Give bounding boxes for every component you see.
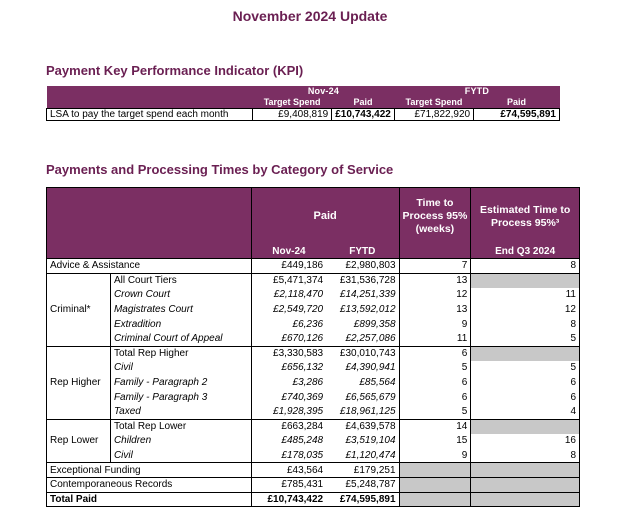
- category-label: Criminal*: [47, 273, 111, 346]
- payments-header-time: Time to Process 95% (weeks): [399, 188, 471, 246]
- time-cell: [399, 463, 471, 478]
- table-row: [47, 288, 580, 303]
- subcategory-label: Crown Court: [110, 288, 251, 303]
- time-cell: 6: [399, 346, 471, 361]
- nov-paid-cell: £449,186: [251, 259, 326, 274]
- table-row: [47, 492, 580, 507]
- kpi-nov-paid: £10,743,422: [332, 109, 395, 121]
- time-cell: 7: [399, 259, 471, 274]
- nov-paid-cell: £10,743,422: [251, 492, 326, 507]
- time-cell: 5: [399, 361, 471, 376]
- table-row: [47, 361, 580, 376]
- time-cell: 11: [399, 331, 471, 346]
- kpi-nov-target: £9,408,819: [253, 109, 332, 121]
- kpi-fytd-paid: £74,595,891: [474, 109, 560, 121]
- estimated-cell: 11: [471, 288, 580, 303]
- table-row: [47, 375, 580, 390]
- estimated-cell: 6: [471, 390, 580, 405]
- nov-paid-cell: £6,236: [251, 317, 326, 332]
- category-label: Advice & Assistance: [47, 259, 252, 274]
- estimated-cell: [471, 419, 580, 434]
- nov-paid-cell: £670,126: [251, 331, 326, 346]
- subcategory-label: Family - Paragraph 3: [110, 390, 251, 405]
- category-label: Contemporaneous Records: [47, 477, 252, 492]
- estimated-cell: 4: [471, 404, 580, 419]
- estimated-cell: 12: [471, 302, 580, 317]
- nov-paid-cell: £178,035: [251, 448, 326, 463]
- estimated-cell: 5: [471, 331, 580, 346]
- estimated-cell: 8: [471, 448, 580, 463]
- time-cell: 13: [399, 302, 471, 317]
- fytd-paid-cell: £4,390,941: [345, 362, 396, 374]
- kpi-col-paid-nov: Paid: [353, 97, 373, 107]
- subcategory-label: Total Rep Lower: [110, 419, 251, 434]
- table-row: [47, 463, 580, 478]
- kpi-table: [46, 86, 560, 121]
- fytd-paid-cell: £5,248,787: [326, 477, 399, 492]
- fytd-paid-cell: £899,358: [353, 318, 396, 330]
- category-label: Rep Lower: [47, 419, 111, 463]
- time-cell: 12: [399, 288, 471, 303]
- time-cell: 14: [399, 419, 471, 434]
- nov-paid-cell: £5,471,374: [251, 273, 326, 288]
- fytd-paid-cell: £31,536,728: [326, 273, 399, 288]
- table-row: [47, 477, 580, 492]
- nov-paid-cell: £3,286: [251, 375, 326, 390]
- table-row: [47, 273, 580, 288]
- page-title: November 2024 Update: [232, 8, 388, 24]
- table-row: [47, 346, 580, 361]
- payments-header-fytd: FYTD: [349, 246, 376, 258]
- time-cell: [399, 492, 471, 507]
- fytd-paid-cell: £1,120,474: [345, 449, 396, 461]
- payments-header-q3: End Q3 2024: [471, 246, 580, 259]
- subcategory-label: Taxed: [110, 404, 251, 419]
- subcategory-label: Family - Paragraph 2: [110, 375, 251, 390]
- table-row: [47, 390, 580, 405]
- fytd-paid-cell: £179,251: [326, 463, 399, 478]
- kpi-period-nov: Nov-24: [307, 86, 340, 96]
- nov-paid-cell: £2,118,470: [251, 288, 326, 303]
- time-cell: [399, 477, 471, 492]
- time-cell: 5: [399, 404, 471, 419]
- fytd-paid-cell: £14,251,339: [339, 289, 396, 301]
- subcategory-label: Magistrates Court: [110, 302, 251, 317]
- kpi-col-target-fytd: Target Spend: [405, 97, 463, 107]
- estimated-cell: 8: [471, 259, 580, 274]
- subcategory-label: Civil: [110, 361, 251, 376]
- estimated-cell: 16: [471, 434, 580, 449]
- table-row: [47, 317, 580, 332]
- table-row: [47, 259, 580, 274]
- time-cell: 15: [399, 434, 471, 449]
- estimated-cell: [471, 492, 580, 507]
- time-cell: 13: [399, 273, 471, 288]
- category-label: Total Paid: [47, 492, 252, 507]
- fytd-paid-cell: £2,257,086: [345, 333, 396, 345]
- subcategory-label: Total Rep Higher: [110, 346, 251, 361]
- estimated-cell: 8: [471, 317, 580, 332]
- estimated-cell: [471, 463, 580, 478]
- nov-paid-cell: £740,369: [251, 390, 326, 405]
- fytd-paid-cell: £2,980,803: [326, 259, 399, 274]
- subcategory-label: Civil: [110, 448, 251, 463]
- kpi-period-fytd: FYTD: [464, 86, 490, 96]
- time-cell: 9: [399, 448, 471, 463]
- time-cell: 6: [399, 390, 471, 405]
- subcategory-label: All Court Tiers: [110, 273, 251, 288]
- nov-paid-cell: £3,330,583: [251, 346, 326, 361]
- kpi-row-label: LSA to pay the target spend each month: [47, 109, 253, 121]
- time-cell: 9: [399, 317, 471, 332]
- nov-paid-cell: £656,132: [251, 361, 326, 376]
- nov-paid-cell: £43,564: [251, 463, 326, 478]
- payments-header-estimated: Estimated Time to Process 95%³: [471, 188, 580, 246]
- fytd-paid-cell: £85,564: [359, 377, 396, 389]
- kpi-header-blank: [47, 86, 253, 97]
- fytd-paid-cell: £74,595,891: [326, 492, 399, 507]
- estimated-cell: [471, 346, 580, 361]
- subcategory-label: Criminal Court of Appeal: [110, 331, 251, 346]
- payments-table: [46, 187, 580, 507]
- payments-header-paid: Paid: [251, 188, 399, 246]
- table-row: [47, 419, 580, 434]
- table-row: [47, 434, 580, 449]
- fytd-paid-cell: £4,639,578: [326, 419, 399, 434]
- estimated-cell: 5: [471, 361, 580, 376]
- fytd-paid-cell: £6,565,679: [345, 391, 396, 403]
- nov-paid-cell: £2,549,720: [251, 302, 326, 317]
- fytd-paid-cell: £13,592,012: [339, 304, 396, 316]
- fytd-paid-cell: £30,010,743: [326, 346, 399, 361]
- subcategory-label: Children: [110, 434, 251, 449]
- fytd-paid-cell: £3,519,104: [345, 435, 396, 447]
- kpi-section-title: Payment Key Performance Indicator (KPI): [46, 63, 304, 78]
- nov-paid-cell: £485,248: [251, 434, 326, 449]
- payments-section-title: Payments and Processing Times by Category of Service: [46, 162, 394, 177]
- nov-paid-cell: £785,431: [251, 477, 326, 492]
- estimated-cell: [471, 273, 580, 288]
- category-label: Exceptional Funding: [47, 463, 252, 478]
- table-row: [47, 302, 580, 317]
- payments-header-blank: [47, 188, 252, 259]
- table-row: [47, 331, 580, 346]
- estimated-cell: [471, 477, 580, 492]
- subcategory-label: Extradition: [110, 317, 251, 332]
- kpi-fytd-target: £71,822,920: [394, 109, 473, 121]
- kpi-col-paid-fytd: Paid: [507, 97, 527, 107]
- table-row: [47, 404, 580, 419]
- kpi-col-target-nov: Target Spend: [263, 97, 321, 107]
- table-row: [47, 448, 580, 463]
- time-cell: 6: [399, 375, 471, 390]
- fytd-paid-cell: £18,961,125: [339, 405, 396, 417]
- nov-paid-cell: £663,284: [251, 419, 326, 434]
- category-label: Rep Higher: [47, 346, 111, 419]
- nov-paid-cell: £1,928,395: [251, 404, 326, 419]
- payments-header-time-blank: [399, 246, 471, 259]
- kpi-header-blank-2: [47, 97, 253, 109]
- estimated-cell: 6: [471, 375, 580, 390]
- payments-header-nov: Nov-24: [251, 246, 326, 259]
